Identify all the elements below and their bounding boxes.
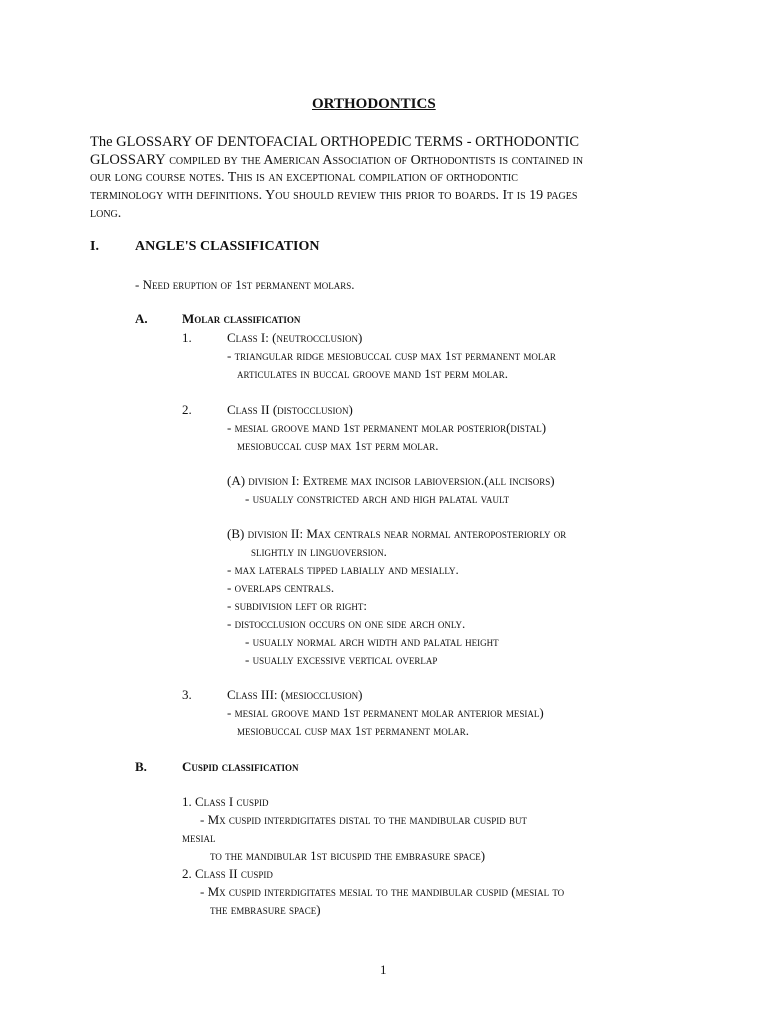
molar-class-1-number: 1. [182, 330, 192, 345]
molar-class-2-title: Class II (distocclusion) [227, 402, 353, 417]
division-2-line-8: - usually excessive vertical overlap [245, 652, 438, 667]
division-2-line-6: - distocclusion occurs on one side arch only. [227, 616, 466, 631]
intro-line-4: terminology with definitions. You should review this prior to boards. It is 19 pages [90, 188, 578, 203]
page-number: 1 [380, 962, 387, 977]
molar-class-3-number: 3. [182, 687, 192, 702]
section-1-numeral: I. [90, 239, 99, 254]
molar-class-1-title: Class I: (neutrocclusion) [227, 330, 363, 345]
intro-line-1: The GLOSSARY OF DENTOFACIAL ORTHOPEDIC TERMS - ORTHODONTIC [90, 134, 579, 150]
molar-class-3-title: Class III: (mesiocclusion) [227, 687, 363, 702]
molar-class-2-number: 2. [182, 402, 192, 417]
cuspid-class-2-line-1: - Mx cuspid interdigitates mesial to the mandibular cuspid (mesial to [200, 884, 565, 899]
section-1-heading: ANGLE'S CLASSIFICATION [135, 239, 320, 254]
division-1-line-2: - usually constricted arch and high palatal vault [245, 491, 510, 506]
division-2-line-5: - subdivision left or right: [227, 598, 367, 613]
section-b-letter: B. [135, 759, 147, 774]
division-2-line-3: - max laterals tipped labially and mesially. [227, 562, 459, 577]
molar-class-1-line-2: articulates in buccal groove mand 1st perm molar. [237, 366, 508, 381]
molar-class-2-line-1: - mesial groove mand 1st permanent molar posterior(distal) [227, 420, 547, 435]
cuspid-class-2-line-2: the embrasure space) [210, 902, 321, 917]
cuspid-class-2-title: 2. Class II cuspid [182, 866, 273, 881]
division-2-line-1: (B) division II: Max centrals near normal anteroposteriorly or [227, 526, 567, 541]
cuspid-class-1-title: 1. Class I cuspid [182, 794, 269, 809]
cuspid-class-1-line-2: mesial [182, 830, 216, 845]
division-2-line-4: - overlaps centrals. [227, 580, 335, 595]
page-title: ORTHODONTICS [312, 96, 436, 112]
molar-class-2-line-2: mesiobuccal cusp max 1st perm molar. [237, 438, 439, 453]
intro-line-3: our long course notes. This is an exceptional compilation of orthodontic [90, 170, 518, 185]
section-a-letter: A. [135, 311, 148, 326]
intro-line-2-rest: compiled by the American Association of Orthodontists is contained in [165, 153, 584, 168]
molar-class-1-line-1: - triangular ridge mesiobuccal cusp max 1st permanent molar [227, 348, 556, 363]
division-2-line-2: slightly in linguoversion. [251, 544, 387, 559]
molar-class-3-line-2: mesiobuccal cusp max 1st permanent molar. [237, 723, 470, 738]
division-2-line-7: - usually normal arch width and palatal height [245, 634, 499, 649]
intro-glossary-word: GLOSSARY [90, 152, 166, 168]
section-1-note: - Need eruption of 1st permanent molars. [135, 277, 355, 292]
section-b-heading: Cuspid classification [182, 759, 299, 774]
section-a-heading: Molar classification [182, 311, 301, 326]
cuspid-class-1-line-3: to the mandibular 1st bicuspid the embrasure space) [210, 848, 486, 863]
intro-line-5: long. [90, 206, 122, 221]
intro-line-2 [90, 152, 583, 169]
molar-class-3-line-1: - mesial groove mand 1st permanent molar anterior mesial) [227, 705, 544, 720]
division-1-line-1: (A) division I: Extreme max incisor labioversion.(all incisors) [227, 473, 555, 488]
cuspid-class-1-line-1: - Mx cuspid interdigitates distal to the mandibular cuspid but [200, 812, 528, 827]
